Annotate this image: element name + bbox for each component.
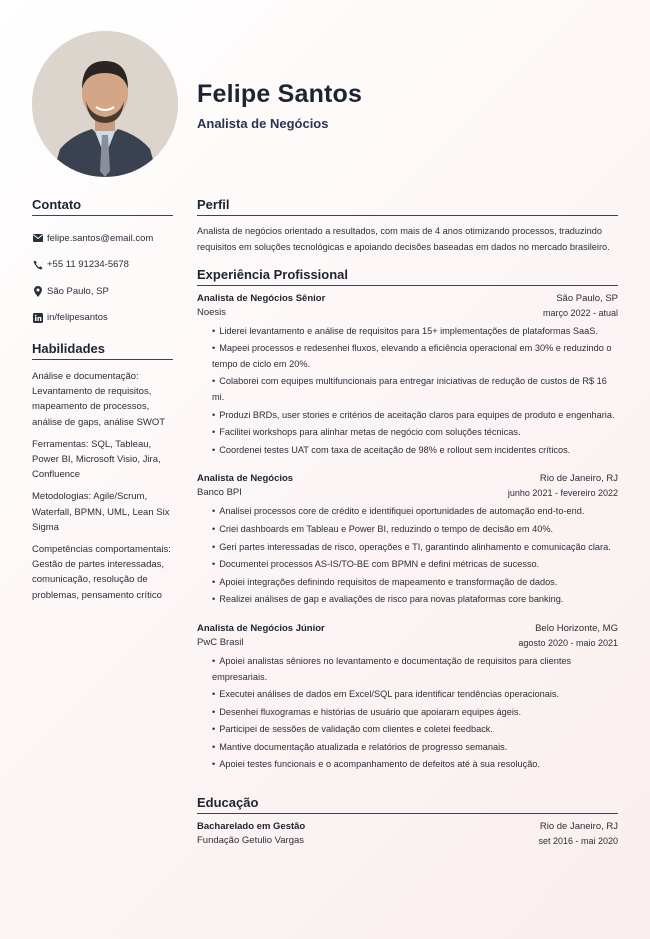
skill-item: Análise e documentação: Levantamento de requisitos, mapeamento de processos, análise de gaps, análise SWOT xyxy=(32,371,166,428)
contact-list xyxy=(32,225,173,331)
bullet-item: • Desenhei fluxogramas e histórias de usuário que apoiaram equipes ágeis. xyxy=(212,705,618,721)
linkedin-text: in/felipesantos xyxy=(47,312,108,324)
bullet-item: • Produzi BRDs, user stories e critérios de aceitação claros para equipes de produto e engenharia. xyxy=(212,408,618,424)
skill-item: Ferramentas: SQL, Tableau, Power BI, Microsoft Visio, Jira, Confluence xyxy=(32,438,161,481)
skill-item: Metodologias: Agile/Scrum, Waterfall, BPMN, UML, Lean Six Sigma xyxy=(32,491,170,533)
skills-list xyxy=(32,369,173,603)
job-location: Belo Horizonte, MG xyxy=(535,622,618,634)
linkedin-icon xyxy=(32,312,43,323)
phone-icon xyxy=(32,259,43,270)
job-bullets xyxy=(197,504,618,608)
person-portrait xyxy=(32,31,178,177)
bullet-item: • Facilitei workshops para alinhar metas de negócio com soluções técnicas. xyxy=(212,425,618,441)
bullet-item: • Documentei processos AS-IS/TO-BE com BPMN e defini métricas de sucesso. xyxy=(212,557,618,573)
contact-email[interactable] xyxy=(32,225,173,252)
job-role: Analista de Negócios xyxy=(197,473,294,485)
bullet-item: • Apoiei analistas sêniores no levantamento e documentação de requisitos para clientes empresariais. xyxy=(212,654,618,685)
job-bullets xyxy=(197,324,618,459)
job-entry xyxy=(197,292,618,459)
job-entry xyxy=(197,472,618,608)
school: Fundação Getulio Vargas xyxy=(197,835,305,847)
bullet-item: • Colaborei com equipes multifuncionais para entregar iniciativas de redução de custos de R$ 16 mi. xyxy=(212,374,618,405)
job-location: São Paulo, SP xyxy=(556,292,618,304)
envelope-icon xyxy=(32,233,43,244)
left-column xyxy=(32,197,173,603)
education-dates: set 2016 - mai 2020 xyxy=(538,836,618,847)
job-entry xyxy=(197,622,618,773)
degree: Bacharelado em Gestão xyxy=(197,821,306,833)
bullet-item: • Executei análises de dados em Excel/SQL para identificar tendências operacionais. xyxy=(212,687,618,703)
bullet-item: • Apoiei integrações definindo requisitos de mapeamento e transformação de dados. xyxy=(212,575,618,591)
profile-text: Analista de negócios orientado a resultados, com mais de 4 anos otimizando processos, traduzindo requisitos em soluções tecnológicas e apoiando decisões baseadas em dados no mercado brasileiro. xyxy=(197,226,610,252)
right-column xyxy=(197,197,618,848)
bullet-item: • Coordenei testes UAT com taxa de aceitação de 98% e rollout sem incidentes críticos. xyxy=(212,443,618,459)
contact-phone[interactable] xyxy=(32,252,173,279)
education-entry xyxy=(197,820,618,848)
education-heading: Educação xyxy=(197,795,618,814)
job-dates: junho 2021 - fevereiro 2022 xyxy=(507,488,618,499)
email-text: felipe.santos@email.com xyxy=(47,232,154,244)
bullet-item: • Apoiei testes funcionais e o acompanhamento de defeitos até à sua resolução. xyxy=(212,757,618,773)
bullet-item: • Mapeei processos e redesenhei fluxos, elevando a eficiência operacional em 30% e reduzindo o tempo de ciclo em 20%. xyxy=(212,341,618,372)
resume-header xyxy=(197,80,362,131)
job-company: Noesis xyxy=(197,306,227,318)
experience-heading: Experiência Profissional xyxy=(197,267,618,286)
phone-text: +55 11 91234-5678 xyxy=(47,259,129,271)
job-location: Rio de Janeiro, RJ xyxy=(539,473,618,485)
skill-item: Competências comportamentais: Gestão de partes interessadas, comunicação, resolução de problemas, pensamento crítico xyxy=(32,544,171,601)
job-dates: agosto 2020 - maio 2021 xyxy=(518,637,618,648)
job-dates: março 2022 - atual xyxy=(542,307,618,318)
contact-heading: Contato xyxy=(32,197,173,216)
bullet-item: • Analisei processos core de crédito e identifiquei oportunidades de automação end-to-end. xyxy=(212,504,618,520)
job-role: Analista de Negócios Sênior xyxy=(197,292,326,304)
job-company: PwC Brasil xyxy=(197,636,244,648)
profile-photo xyxy=(32,31,178,177)
bullet-item: • Participei de sessões de validação com clientes e coletei feedback. xyxy=(212,722,618,738)
contact-linkedin[interactable] xyxy=(32,305,173,332)
job-company: Banco BPI xyxy=(197,487,242,499)
full-name: Felipe Santos xyxy=(197,80,363,108)
contact-location xyxy=(32,278,173,305)
location-text: São Paulo, SP xyxy=(47,285,109,297)
job-bullets xyxy=(197,654,618,773)
bullet-item: • Geri partes interessadas de risco, operações e TI, garantindo alinhamento e comunicação clara. xyxy=(212,540,618,556)
education-location: Rio de Janeiro, RJ xyxy=(539,821,618,833)
job-title: Analista de Negócios xyxy=(197,116,329,131)
map-pin-icon xyxy=(32,286,43,297)
profile-heading: Perfil xyxy=(197,197,618,216)
bullet-item: • Mantive documentação atualizada e relatórios de progresso semanais. xyxy=(212,740,618,756)
bullet-item: • Realizei análises de gap e avaliações de risco para novas plataformas core banking. xyxy=(212,592,618,608)
bullet-item: • Liderei levantamento e análise de requisitos para 15+ implementações de plataformas SaaS. xyxy=(212,324,618,340)
job-role: Analista de Negócios Júnior xyxy=(197,622,325,634)
skills-heading: Habilidades xyxy=(32,341,173,360)
bullet-item: • Criei dashboards em Tableau e Power BI, reduzindo o tempo de decisão em 40%. xyxy=(212,522,618,538)
